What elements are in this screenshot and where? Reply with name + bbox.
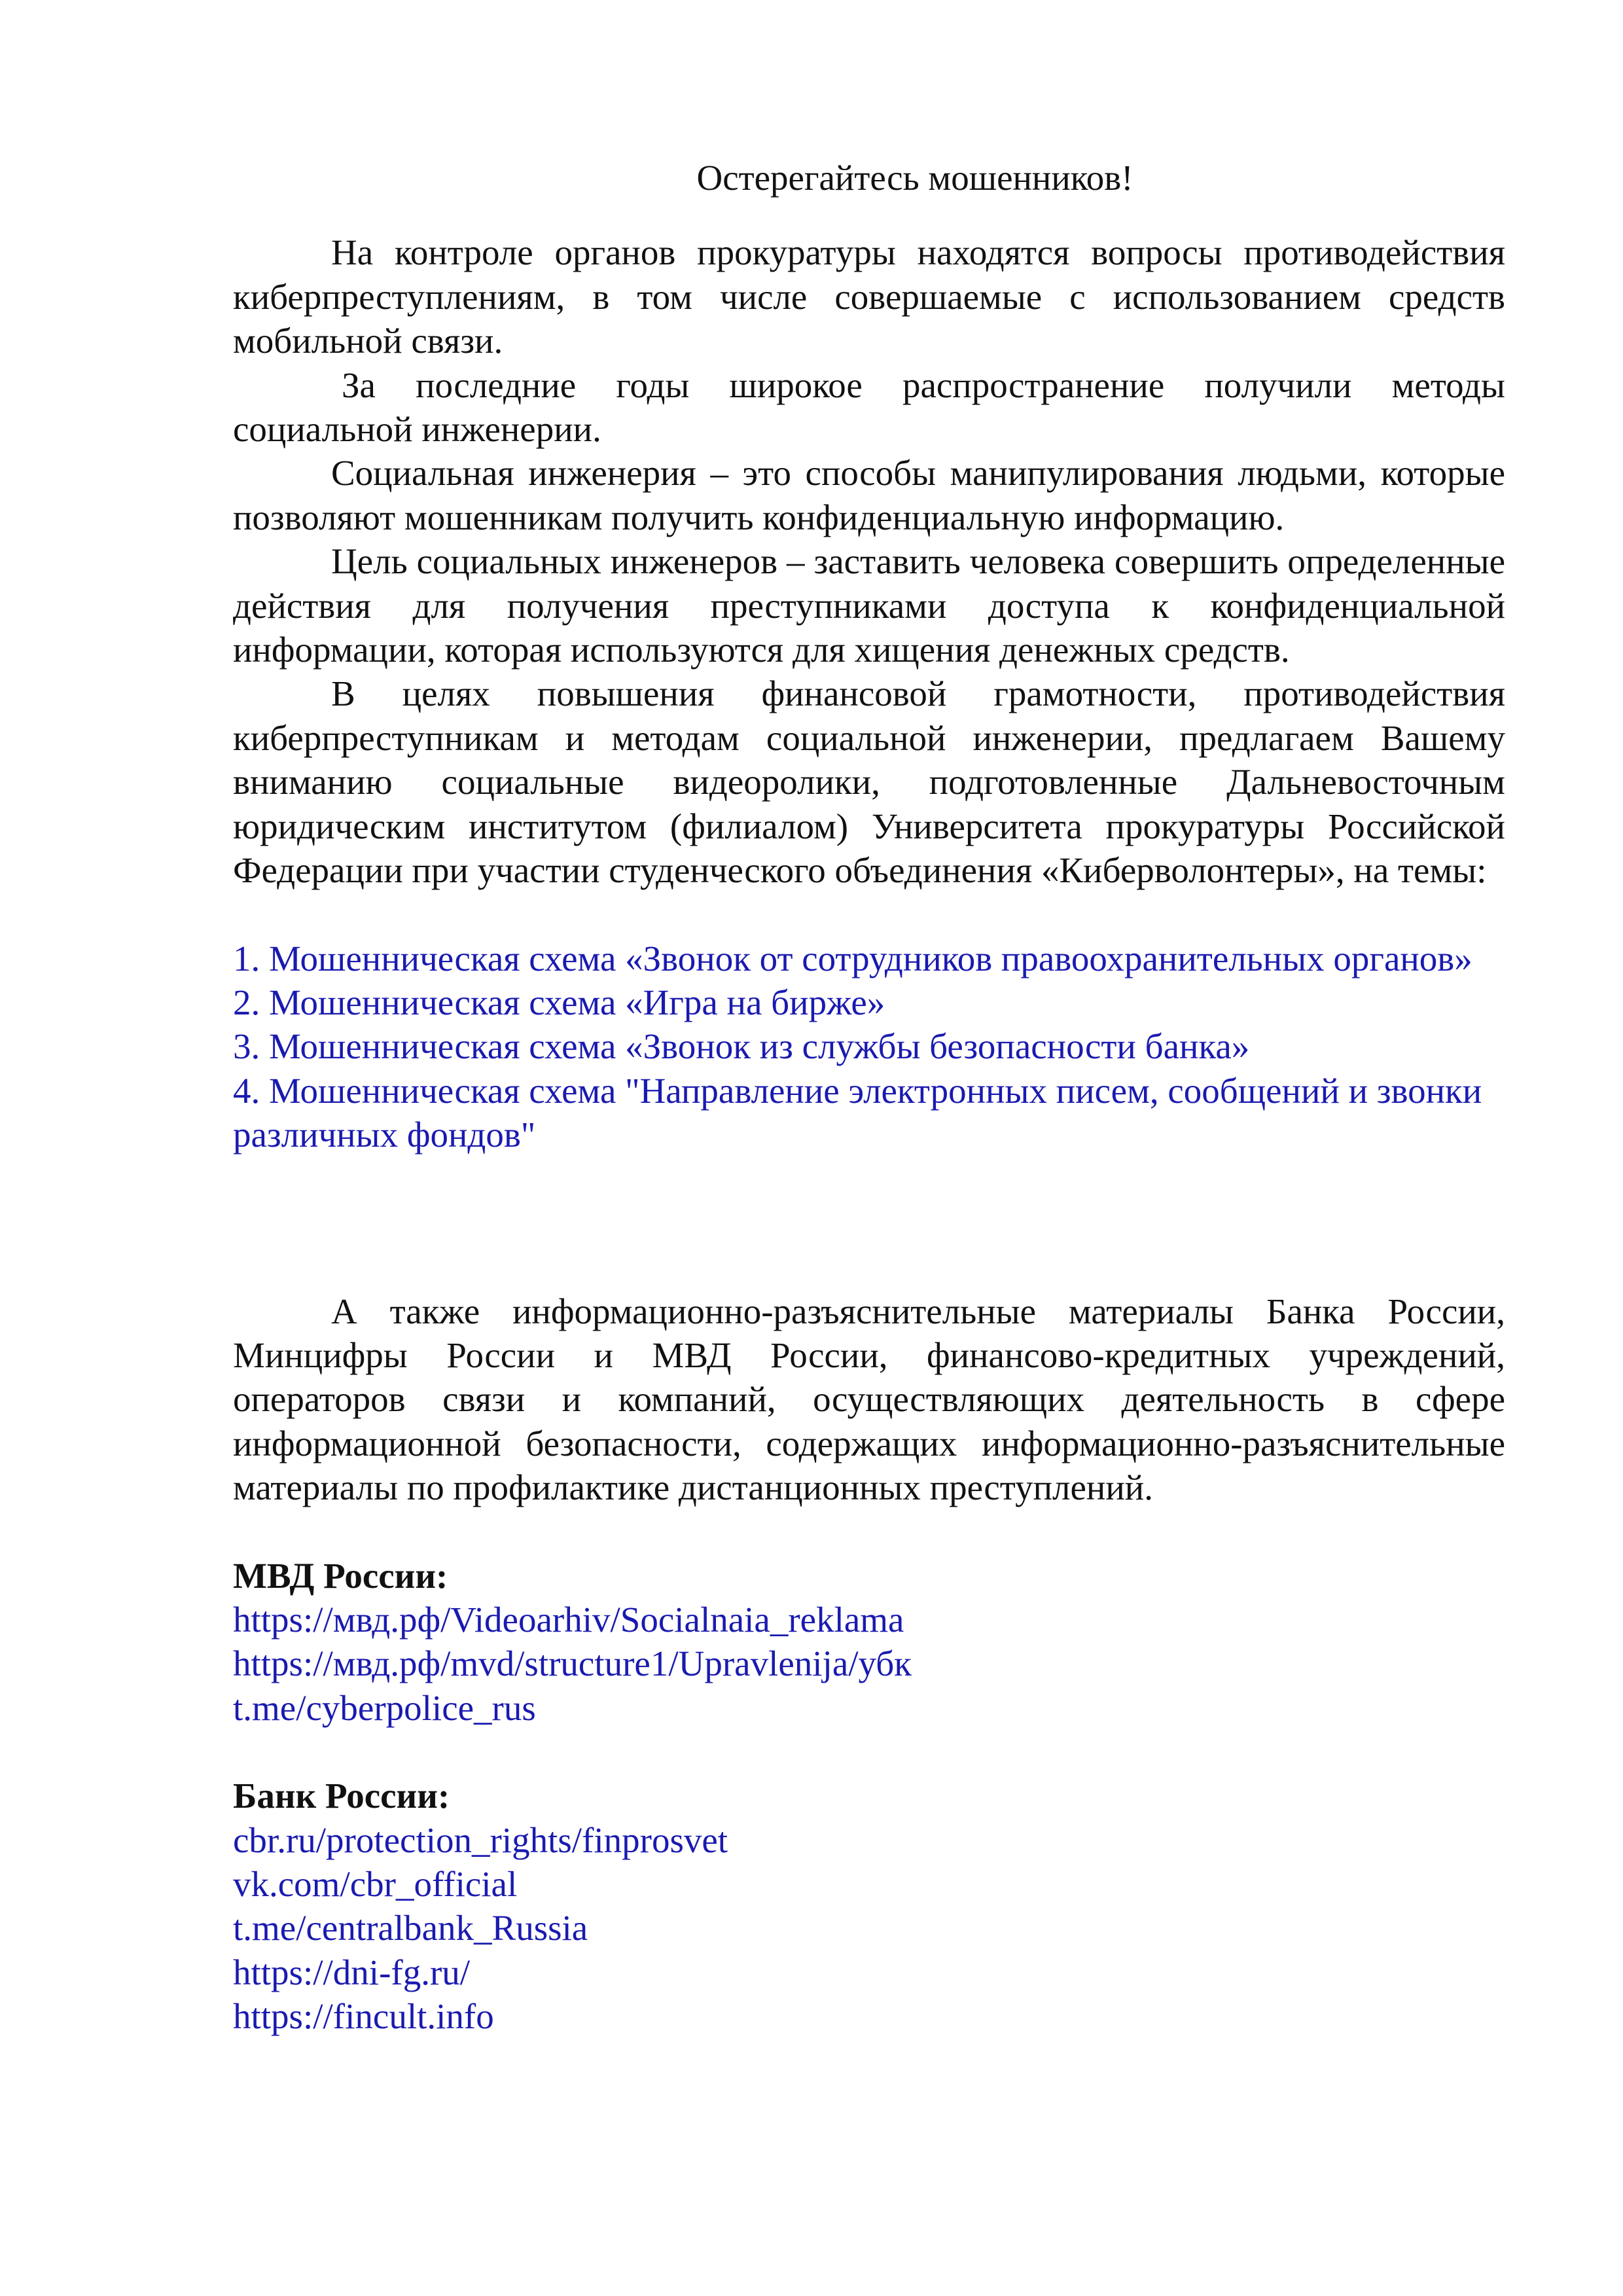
paragraph-additional-materials: А также информационно-разъяснительные материалы Банка России, Минцифры России и МВД России, финансово-кредитных учреждений, операторов связи и компаний, осуществляющих деятельность в сфере информационной безопасности, содержащих информационно-разъяснительные материалы по профилактике дистанционных преступлений. bbox=[233, 1291, 1505, 1508]
paragraph-social-engineers-goal: Цель социальных инженеров – заставить человека совершить определенные действия для получения преступниками доступа к конфиденциальной информации, которая используются для хищения денежных средств. bbox=[233, 541, 1505, 670]
document-title: Остерегайтесь мошенников! bbox=[696, 158, 1133, 198]
mvd-link-videoarchive[interactable]: https://мвд.рф/Videoarhiv/Socialnaia_reklama bbox=[233, 1599, 904, 1640]
bank-heading: Банк России: bbox=[233, 1776, 450, 1816]
video-topic-item[interactable]: 2. Мошенническая схема «Игра на бирже» bbox=[233, 982, 885, 1022]
video-topic-item[interactable]: 3. Мошенническая схема «Звонок из службы безопасности банка» bbox=[233, 1026, 1250, 1067]
paragraph-video-intro: В целях повышения финансовой грамотности, противодействия киберпреступникам и методам социальной инженерии, предлагаем Вашему вниманию социальные видеоролики, подготовленные Дальневосточным юридическим институтом (филиалом) Университета прокуратуры Российской Федерации при участии студенческого объединения «Киберволонтеры», на темы: bbox=[233, 673, 1505, 891]
bank-section bbox=[233, 1774, 1505, 2038]
mvd-heading: МВД России: bbox=[233, 1555, 448, 1596]
video-topics-list bbox=[233, 937, 1505, 1157]
mvd-link-ubk[interactable]: https://мвд.рф/mvd/structure1/Upravlenija/убк bbox=[233, 1643, 912, 1684]
mvd-section bbox=[233, 1554, 1505, 1731]
bank-link-dni-fg[interactable]: https://dni-fg.ru/ bbox=[233, 1952, 471, 1992]
paragraph-social-engineering-spread: За последние годы широкое распространение получили методы социальной инженерии. bbox=[233, 365, 1505, 450]
document-body bbox=[233, 156, 1505, 2039]
paragraph-prosecution-control: На контроле органов прокуратуры находятся вопросы противодействия киберпреступлениям, в том числе совершаемые с использованием средств мобильной связи. bbox=[233, 232, 1505, 361]
video-topic-item[interactable]: 4. Мошенническая схема "Направление электронных писем, сообщений и звонки различных фондов" bbox=[233, 1070, 1482, 1155]
bank-link-finprosvet[interactable]: cbr.ru/protection_rights/finprosvet bbox=[233, 1820, 728, 1860]
mvd-link-telegram[interactable]: t.me/cyberpolice_rus bbox=[233, 1687, 536, 1728]
video-topic-item[interactable]: 1. Мошенническая схема «Звонок от сотрудников правоохранительных органов» bbox=[233, 938, 1472, 978]
bank-link-vk[interactable]: vk.com/cbr_official bbox=[233, 1864, 518, 1904]
bank-link-fincult[interactable]: https://fincult.info bbox=[233, 1996, 494, 2037]
bank-link-telegram[interactable]: t.me/centralbank_Russia bbox=[233, 1908, 588, 1948]
paragraph-social-engineering-definition: Социальная инженерия – это способы манипулирования людьми, которые позволяют мошенникам получить конфиденциальную информацию. bbox=[233, 453, 1505, 537]
